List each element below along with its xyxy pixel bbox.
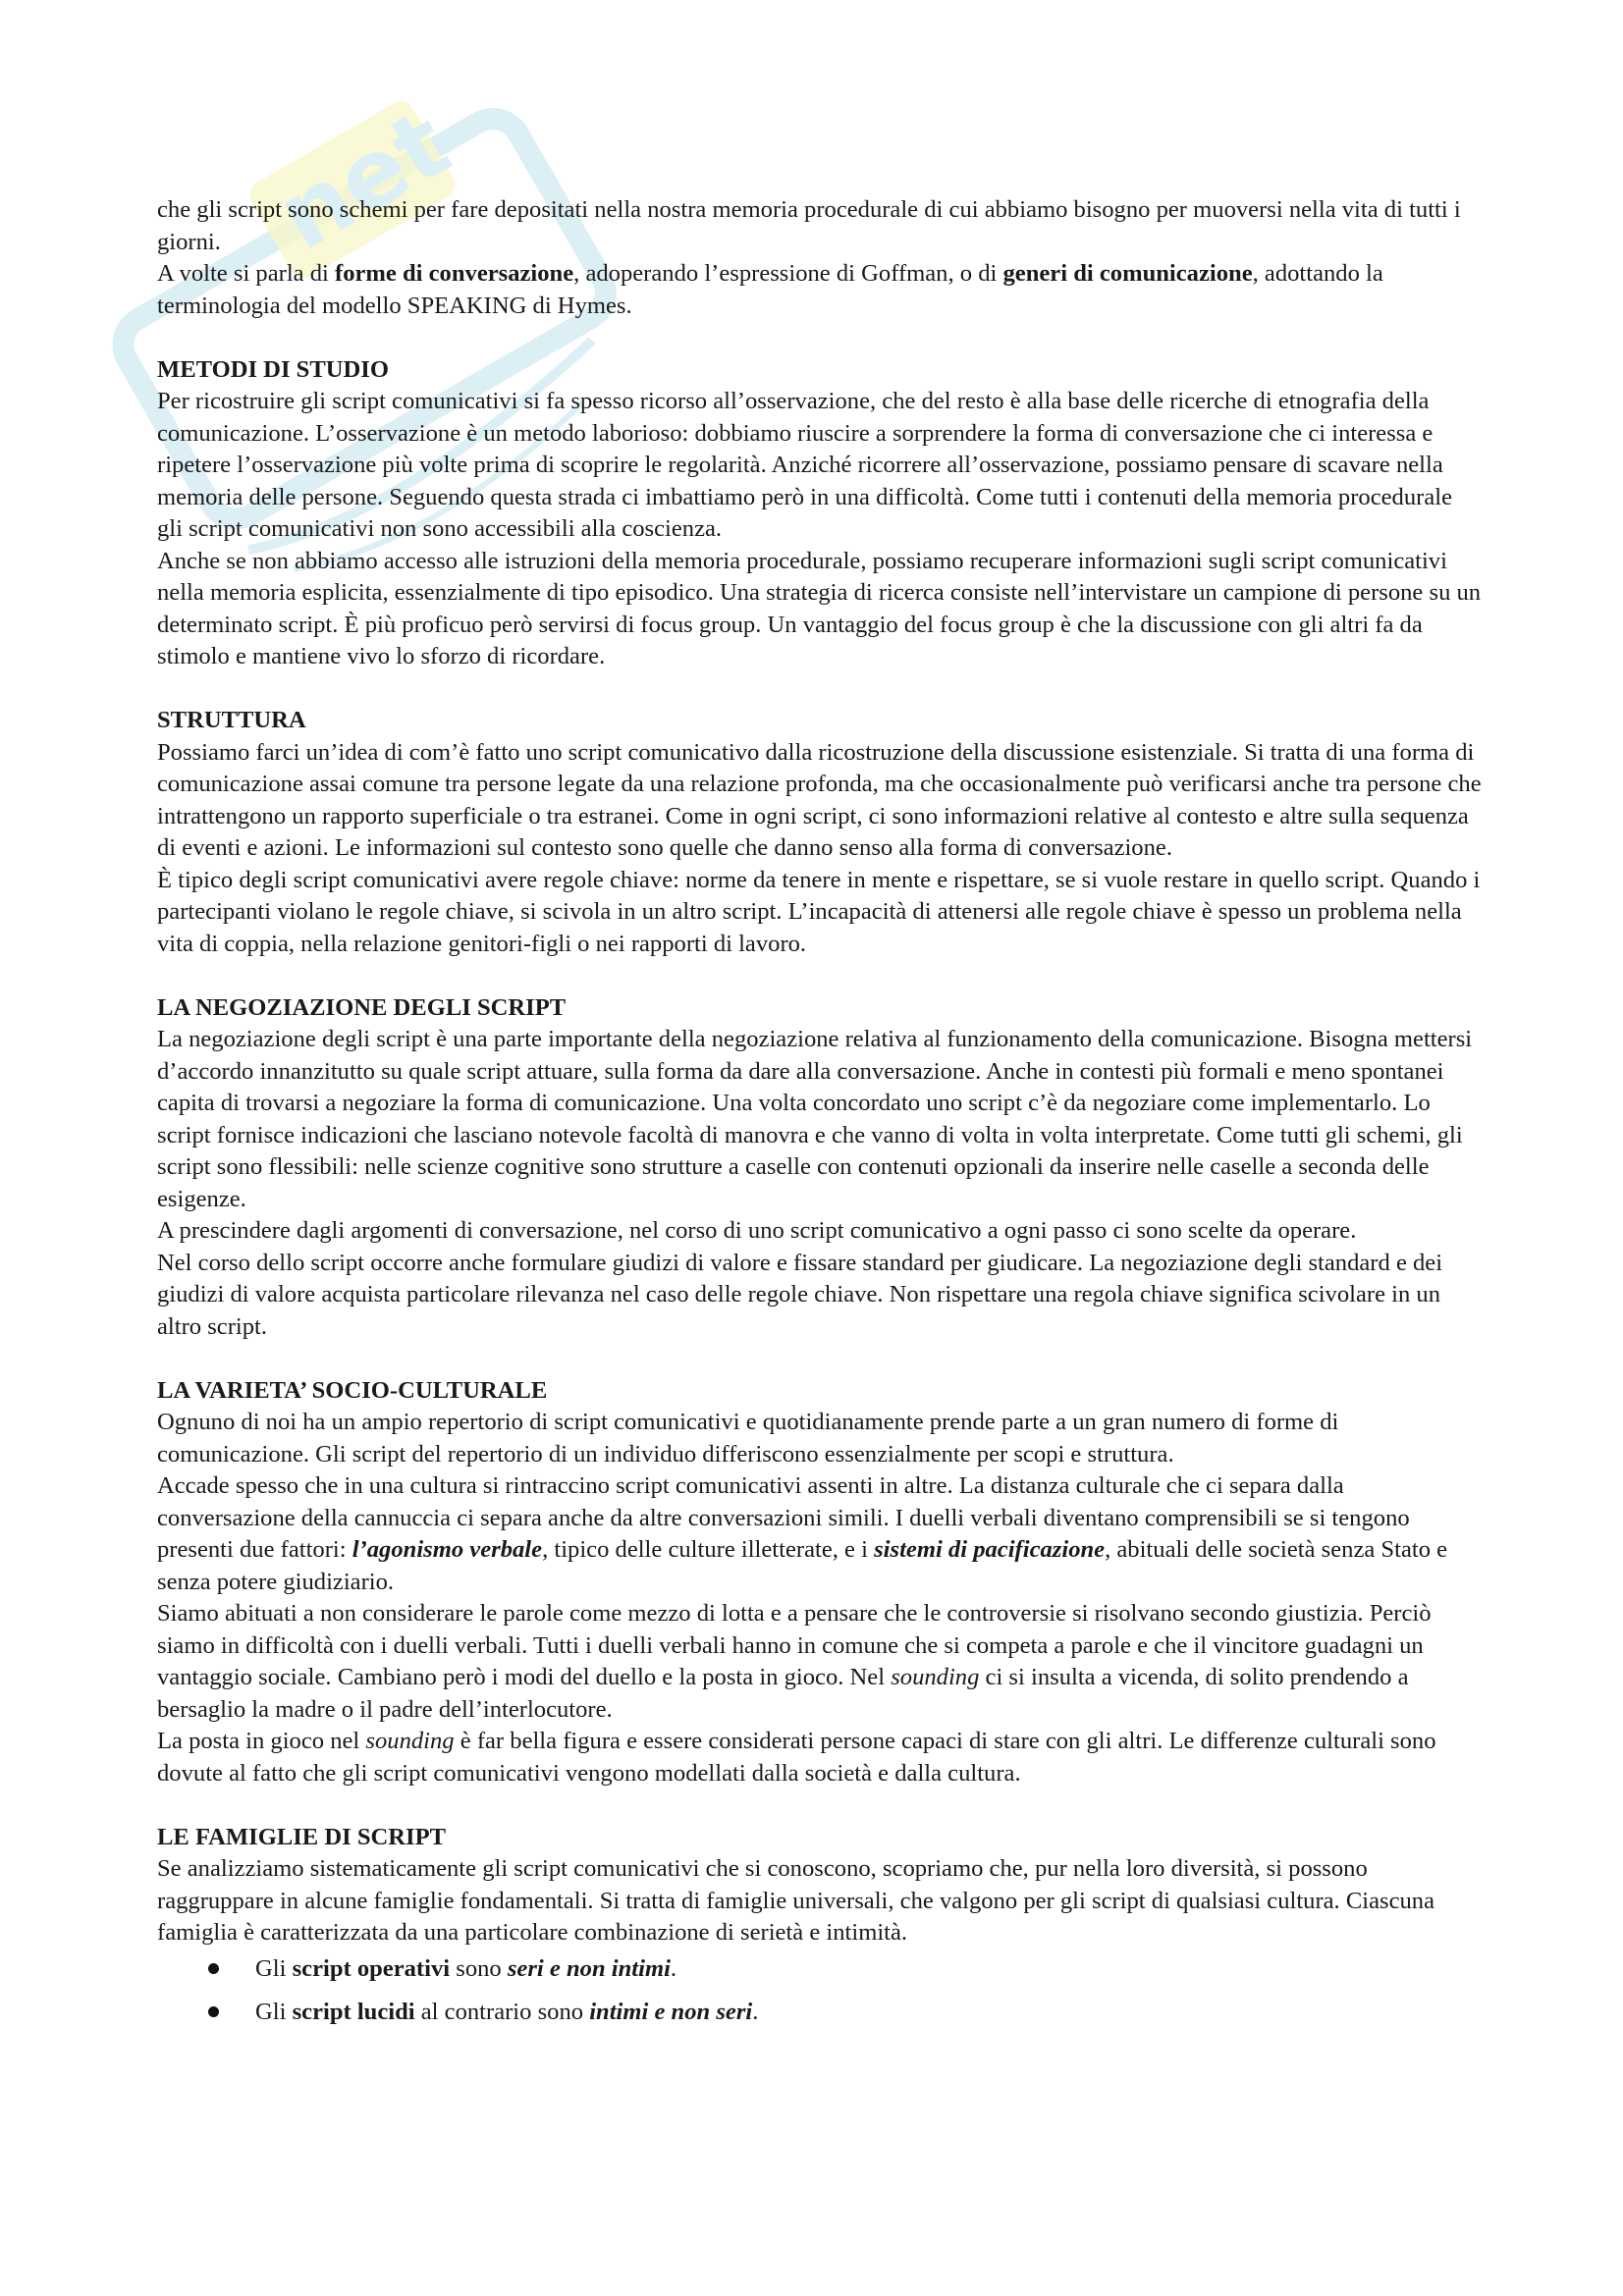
bullet-icon xyxy=(208,1963,219,1974)
metodi-paragraph-1: Per ricostruire gli script comunicativi si fa spesso ricorso all’osservazione, che del resto è alla base delle ricerche di etnografia della comunicazione. L’osservazione è un metodo laborioso: dobbiamo riuscire a sorprendere la forma di conversazione che ci interessa e ripetere l’osservazione più volte prima di scoprire le regolarità. Anziché ricorrere all’osservazione, possiamo pensare di scavare nella memoria delle persone. Seguendo questa strada ci imbattiamo però in una difficoltà. Come tutti i contenuti della memoria procedurale gli script comunicativi non sono accessibili alla coscienza. xyxy=(157,388,1452,542)
struttura-paragraph-2: È tipico degli script comunicativi avere regole chiave: norme da tenere in mente e rispettare, se si vuole restare in quello script. Quando i partecipanti violano le regole chiave, si scivola in un altro script. L’incapacità di attenersi alle regole chiave è spesso un problema nella vita di coppia, nella relazione genitori-figli o nei rapporti di lavoro. xyxy=(157,866,1481,957)
bullet-icon xyxy=(208,2006,219,2017)
negoziazione-paragraph-2: A prescindere dagli argomenti di conversazione, nel corso di uno script comunicativo a ogni passo ci sono scelte da operare. xyxy=(157,1217,1357,1244)
list-item: Gli script lucidi al contrario sono intimi e non seri. xyxy=(157,1997,1483,2029)
varieta-paragraph-2: Accade spesso che in una cultura si rintraccino script comunicativi assenti in altre. La distanza culturale che ci separa dalla conversazione della cannuccia ci separa anche da altre conversazioni simili. I duelli verbali diventano comprensibili se si tengono presenti due fattori: l’agonismo verbale, tipico delle culture illetterate, e i sistemi di pacificazione, abituali delle società senza Stato e senza potere giudiziario. xyxy=(157,1472,1448,1595)
negoziazione-paragraph-1: La negoziazione degli script è una parte importante della negoziazione relativa al funzionamento della comunicazione. Bisogna mettersi d’accordo innanzitutto su quale script attuare, sulla forma da dare alla conversazione. Anche in contesti più formali e meno spontanei capita di trovarsi a negoziare la forma di comunicazione. Una volta concordato uno script c’è da negoziare come implementarlo. Lo script fornisce indicazioni che lasciano notevole facoltà di manovra e che vanno di volta in volta interpretate. Come tutti gli schemi, gli script sono flessibili: nelle scienze cognitive sono strutture a caselle con contenuti opzionali da inserire nelle caselle a seconda delle esigenze. xyxy=(157,1026,1473,1212)
section-heading-varieta: LA VARIETA’ SOCIO-CULTURALE xyxy=(157,1376,548,1404)
intro-paragraph-1: che gli script sono schemi per fare depositati nella nostra memoria procedurale di cui abbiamo bisogno per muoversi nella vita di tutti i giorni. xyxy=(157,196,1461,255)
list-item: Gli script operativi sono seri e non intimi. xyxy=(157,1953,1483,1986)
document-page xyxy=(157,194,1483,2041)
section-heading-famiglie: LE FAMIGLIE DI SCRIPT xyxy=(157,1823,447,1850)
varieta-paragraph-1: Ognuno di noi ha un ampio repertorio di script comunicativi e quotidianamente prende parte a un gran numero di forme di comunicazione. Gli script del repertorio di un individuo differiscono essenzialmente per scopi e struttura. xyxy=(157,1409,1339,1468)
famiglie-paragraph-1: Se analizziamo sistematicamente gli script comunicativi che si conoscono, scopriamo che, pur nella loro diversità, si possono raggruppare in alcune famiglie fondamentali. Si tratta di famiglie universali, che valgono per gli script di qualsiasi cultura. Ciascuna famiglia è caratterizzata da una particolare combinazione di serietà e intimità. xyxy=(157,1855,1435,1946)
metodi-paragraph-2: Anche se non abbiamo accesso alle istruzioni della memoria procedurale, possiamo recuperare informazioni sugli script comunicativi nella memoria esplicita, essenzialmente di tipo episodico. Una strategia di ricerca consiste nell’intervistare un campione di persone su un determinato script. È più proficuo però servirsi di focus group. Un vantaggio del focus group è che la discussione con gli altri fa da stimolo e mantiene vivo lo sforzo di ricordare. xyxy=(157,547,1482,669)
section-heading-negoziazione: LA NEGOZIAZIONE DEGLI SCRIPT xyxy=(157,993,567,1021)
varieta-paragraph-4: La posta in gioco nel sounding è far bella figura e essere considerati persone capaci di stare con gli altri. Le differenze culturali sono dovute al fatto che gli script comunicativi vengono modellati dalla società e dalla cultura. xyxy=(157,1728,1436,1787)
varieta-paragraph-3: Siamo abituati a non considerare le parole come mezzo di lotta e a pensare che le controversie si risolvano secondo giustizia. Perciò siamo in difficoltà con i duelli verbali. Tutti i duelli verbali hanno in comune che si competa a parole e che il vincitore guadagni un vantaggio sociale. Cambiano però i modi del duello e la posta in gioco. Nel sounding ci si insulta a vicenda, di solito prendendo a bersaglio la madre o il padre dell’interlocutore. xyxy=(157,1600,1432,1723)
negoziazione-paragraph-3: Nel corso dello script occorre anche formulare giudizi di valore e fissare standard per giudicare. La negoziazione degli standard e dei giudizi di valore acquista particolare rilevanza nel caso delle regole chiave. Non rispettare una regola chiave significa scivolare in un altro script. xyxy=(157,1249,1443,1340)
section-heading-struttura: STRUTTURA xyxy=(157,707,306,733)
intro-paragraph-2: A volte si parla di forme di conversazione, adoperando l’espressione di Goffman, o di generi di comunicazione, adottando la terminologia del modello SPEAKING di Hymes. xyxy=(157,260,1383,319)
section-heading-metodi: METODI DI STUDIO xyxy=(157,355,389,383)
struttura-paragraph-1: Possiamo farci un’idea di com’è fatto uno script comunicativo dalla ricostruzione della discussione esistenziale. Si tratta di una forma di comunicazione assai comune tra persone legate da una relazione profonda, ma che occasionalmente può verificarsi anche tra persone che intrattengono un rapporto superficiale o tra estranei. Come in ogni script, ci sono informazioni relative al contesto e altre sulla sequenza di eventi e azioni. Le informazioni sul contesto sono quelle che danno senso alla forma di conversazione. xyxy=(157,738,1482,861)
watermark-text: net xyxy=(259,87,467,272)
famiglie-list xyxy=(157,1953,1483,2029)
